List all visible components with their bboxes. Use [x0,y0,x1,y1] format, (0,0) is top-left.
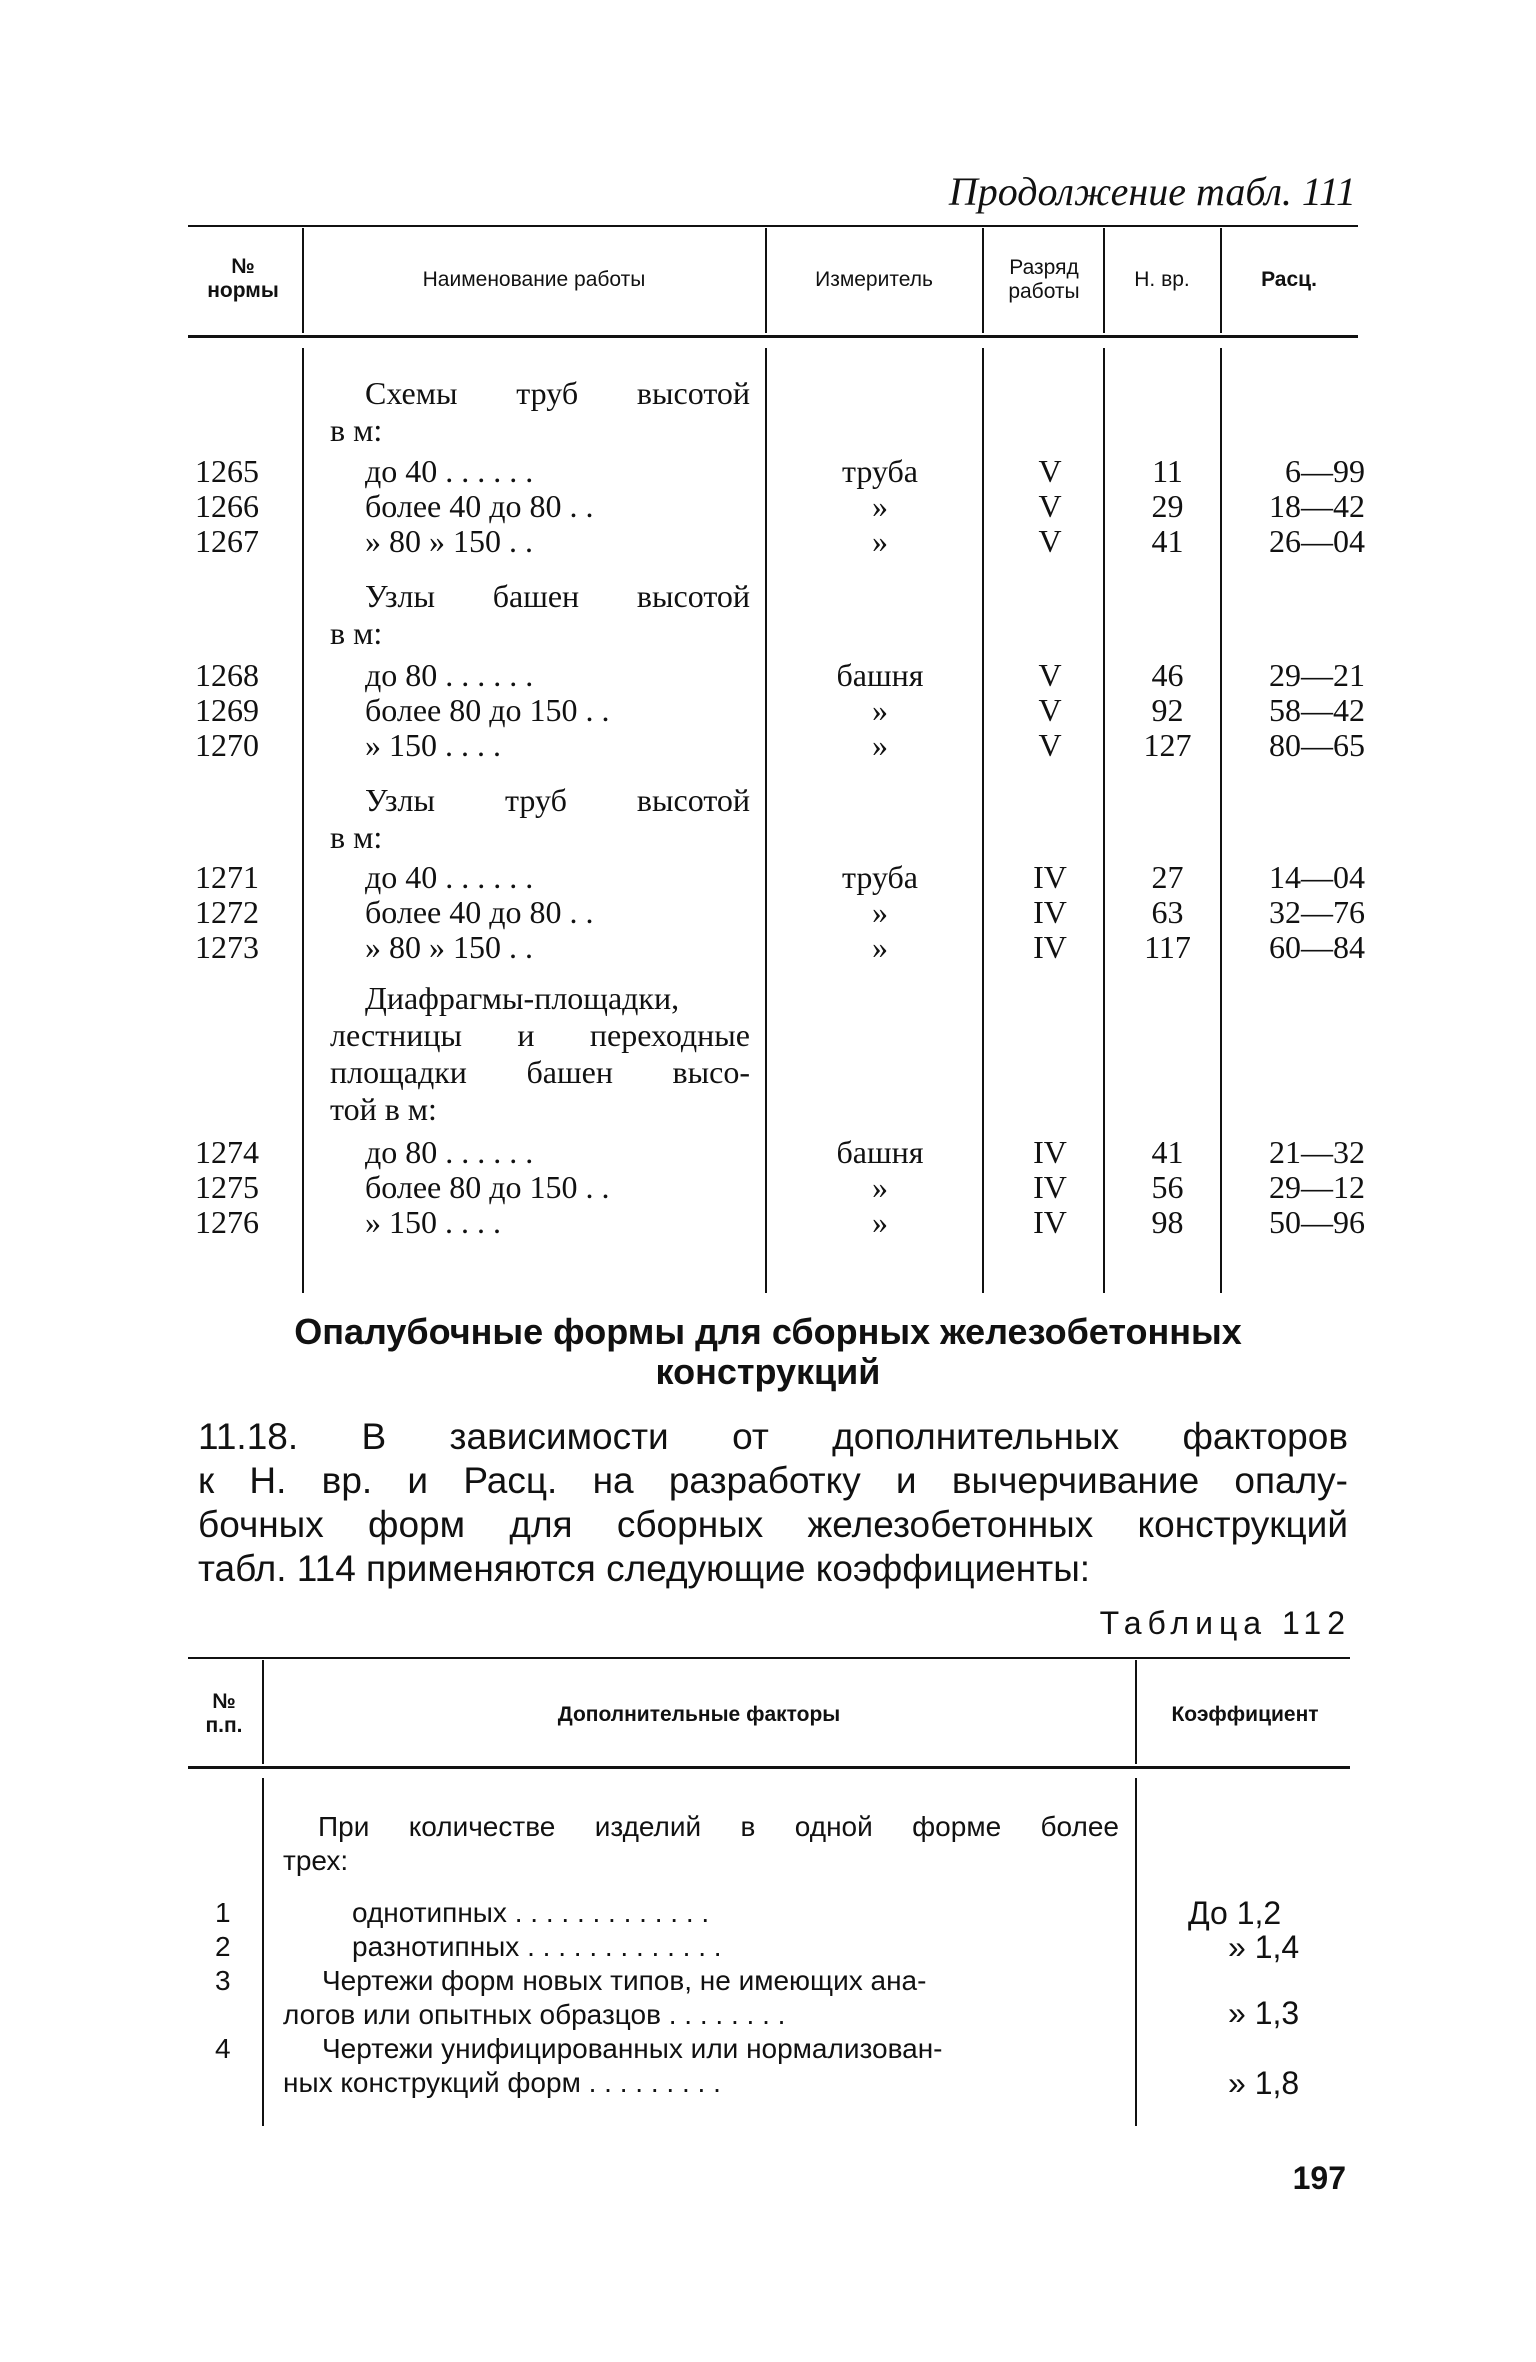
table-111-caption: Продолжение табл. 111 [948,169,1356,214]
header-factor: Дополнительные факторы [557,1703,841,1726]
header-pay: Расц. [1261,268,1317,291]
header-num: № п.п. [205,1690,243,1737]
header-coef: Коэффициент [1171,1703,1319,1726]
section-title: Опалубочные формы для сборных железобетонных конструкций [294,1311,1242,1392]
column-divider [302,228,304,333]
header-hours: Н. вр. [1134,268,1190,291]
header-num: № нормы [207,255,279,302]
group-title: Узлы труб высотой в м: [330,782,750,855]
column-divider [302,348,304,1293]
paragraph-11-18: 11.18. В зависимости от дополнительных факторов к Н. вр. и Расц. на разработку и вычерчивание опалу- бочных форм для сборных железобетонных конструкций табл. 114 применяются следующие коэффициенты: [198,1416,1348,1589]
column-divider [1135,1778,1137,2126]
column-divider [1135,1660,1137,1764]
header-grade: Разряд работы [1008,256,1080,303]
table-111-top-rule [188,225,1358,227]
header-name: Наименование работы [422,268,646,291]
group-title: Узлы башен высотой в м: [330,578,750,651]
table-112-header-rule [188,1766,1350,1769]
group-title: Диафрагмы-площадки, лестницы и переходные площадки башен высо- той в м: [330,980,750,1127]
page-number: 197 [1292,2160,1346,2196]
column-divider [1103,228,1105,333]
table-112-intro: При количестве изделий в одной форме более трех: [283,1811,1119,1876]
column-divider [982,228,984,333]
column-divider [982,348,984,1293]
table-111-header-rule [188,335,1358,338]
group-title: Схемы труб высотой в м: [330,375,750,448]
header-unit: Измеритель [815,268,933,291]
table-112-caption: Таблица 112 [1099,1605,1351,1641]
table-112-top-rule [188,1657,1350,1659]
column-divider [262,1660,264,1764]
column-divider [262,1778,264,2126]
column-divider [765,348,767,1293]
column-divider [765,228,767,333]
column-divider [1220,228,1222,333]
